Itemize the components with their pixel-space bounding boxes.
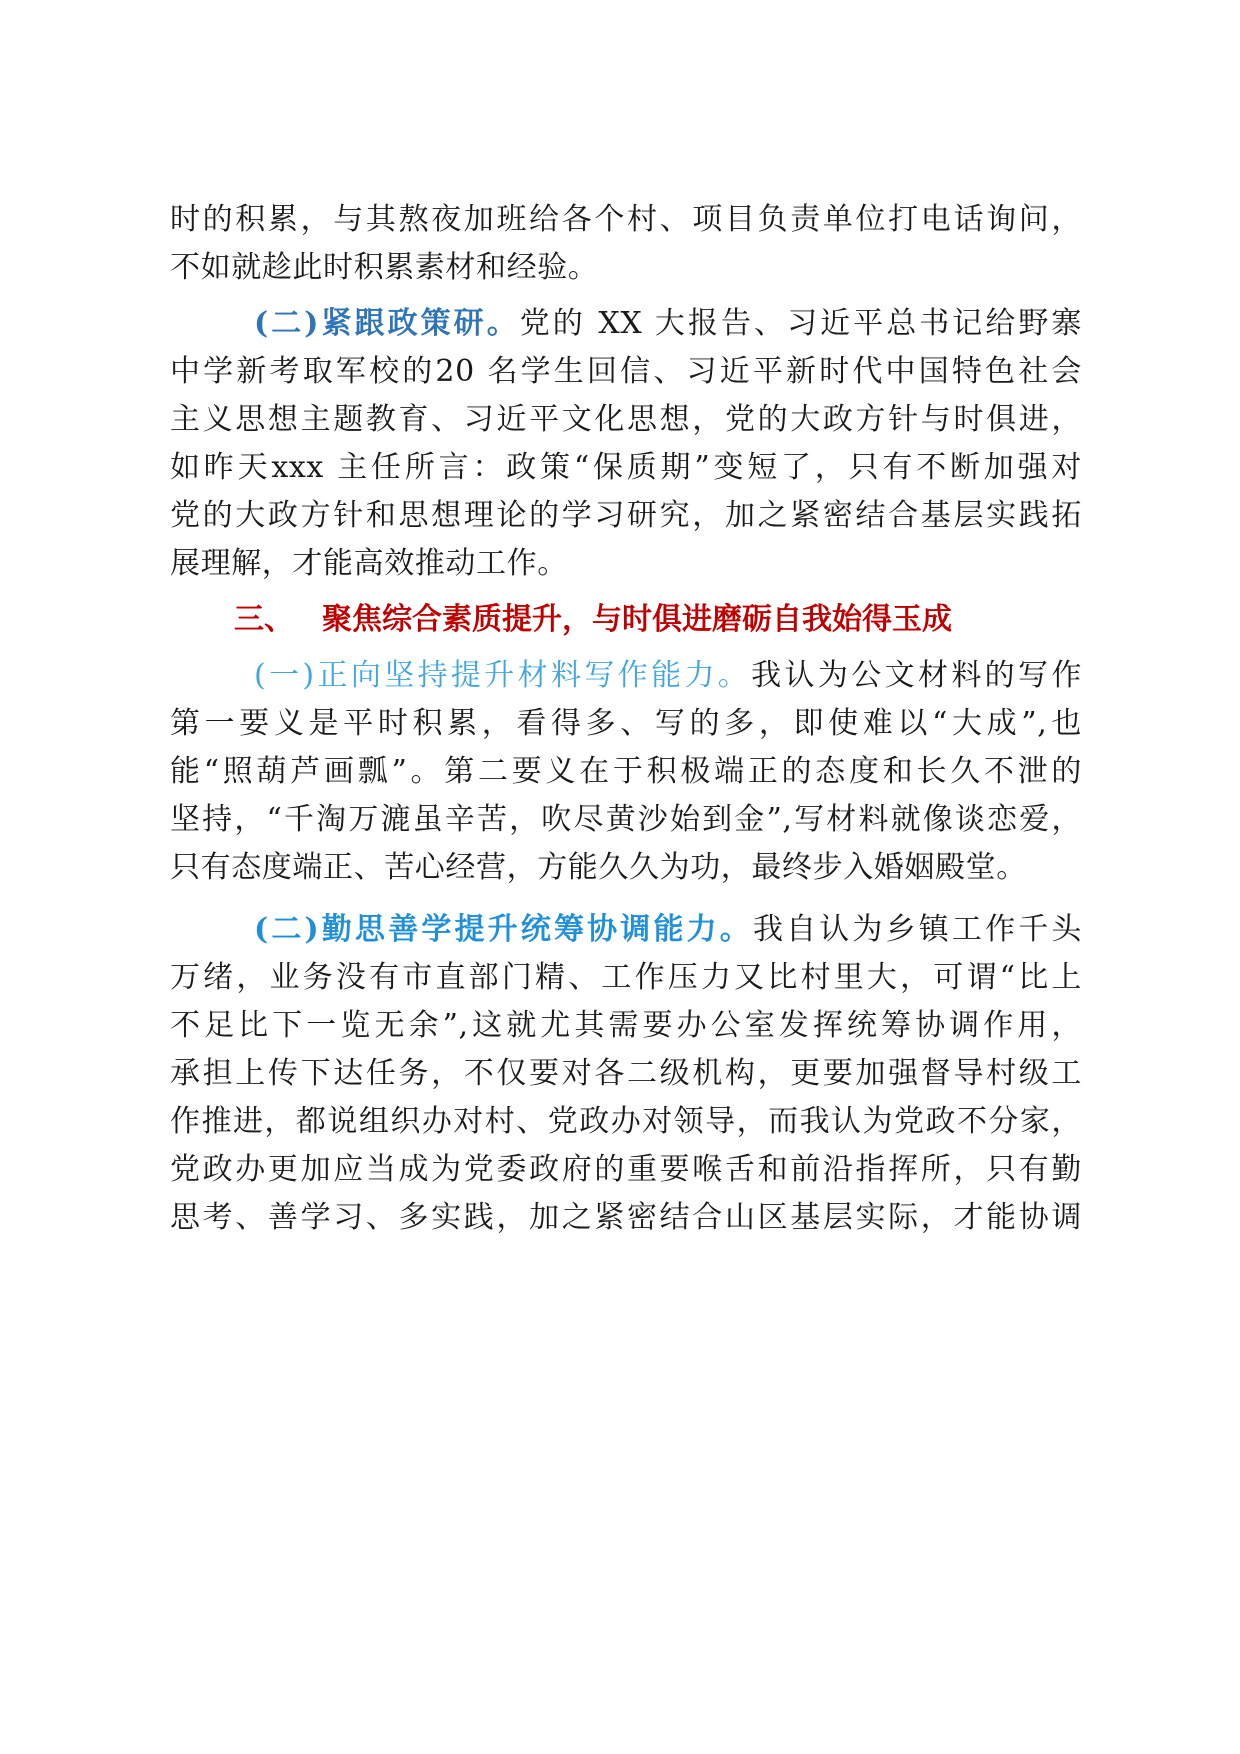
text-line: 不足比下一览无余”,这就尤其需要办公室发挥统筹协调作用， (170, 1008, 1082, 1043)
text-line: 党的大政方针和思想理论的学习研究，加之紧密结合基层实践拓 (170, 498, 1082, 533)
text-line: 能“照葫芦画瓢”。第二要义在于积极端正的态度和长久不泄的 (170, 754, 1082, 789)
continuation-paragraph (170, 196, 1082, 292)
section-three-title (170, 588, 1082, 652)
section-number: 三、 (234, 602, 294, 637)
policy-study-heading: (二)紧跟政策研。 (254, 306, 520, 341)
coordination-ability-paragraph (170, 906, 1082, 1242)
text-line: 不如就趁此时积累素材和经验。 (170, 250, 599, 285)
text-line (170, 652, 1082, 700)
coordination-ability-heading: (二)勤思善学提升统筹协调能力。 (254, 912, 753, 947)
policy-study-paragraph (170, 300, 1082, 588)
text-line: 只有态度端正、苦心经营，方能久久为功，最终步入婚姻殿堂。 (170, 850, 1027, 885)
section-title-text: 聚焦综合素质提升，与时俱进磨砺自我始得玉成 (322, 602, 952, 637)
text-line: 展理解，才能高效推动工作。 (170, 546, 568, 581)
writing-ability-line1: 我认为公文材料的写作 (751, 658, 1083, 693)
text-line: 第一要义是平时积累，看得多、写的多，即使难以“大成”,也 (170, 706, 1082, 741)
text-line: 中学新考取军校的20 名学生回信、习近平新时代中国特色社会 (170, 354, 1082, 389)
text-line: 万绪，业务没有市直部门精、工作压力又比村里大，可谓“比上 (170, 960, 1082, 995)
policy-study-line1: 党的 XX 大报告、习近平总书记给野寨 (519, 306, 1083, 341)
writing-ability-heading: (一)正向坚持提升材料写作能力。 (254, 658, 752, 693)
text-line: 党政办更加应当成为党委政府的重要喉舌和前沿指挥所，只有勤 (170, 1152, 1082, 1187)
text-line: 主义思想主题教育、习近平文化思想，党的大政方针与时俱进， (170, 402, 1082, 437)
text-line: 思考、善学习、多实践，加之紧密结合山区基层实际，才能协调 (170, 1200, 1082, 1235)
writing-ability-paragraph (170, 652, 1082, 892)
document-page (170, 196, 1082, 1242)
text-line: 如昨天xxx 主任所言：政策“保质期”变短了，只有不断加强对 (170, 450, 1082, 485)
coordination-ability-line1: 我自认为乡镇工作千头 (752, 912, 1082, 947)
text-line: 坚持，“千淘万漉虽辛苦，吹尽黄沙始到金”,写材料就像谈恋爱， (170, 802, 1082, 837)
text-line (170, 906, 1082, 954)
text-line: 时的积累，与其熬夜加班给各个村、项目负责单位打电话询问， (170, 202, 1082, 237)
text-line: 作推进，都说组织办对村、党政办对领导，而我认为党政不分家， (170, 1104, 1082, 1139)
text-line (170, 300, 1082, 348)
text-line: 承担上传下达任务，不仅要对各二级机构，更要加强督导村级工 (170, 1056, 1082, 1091)
